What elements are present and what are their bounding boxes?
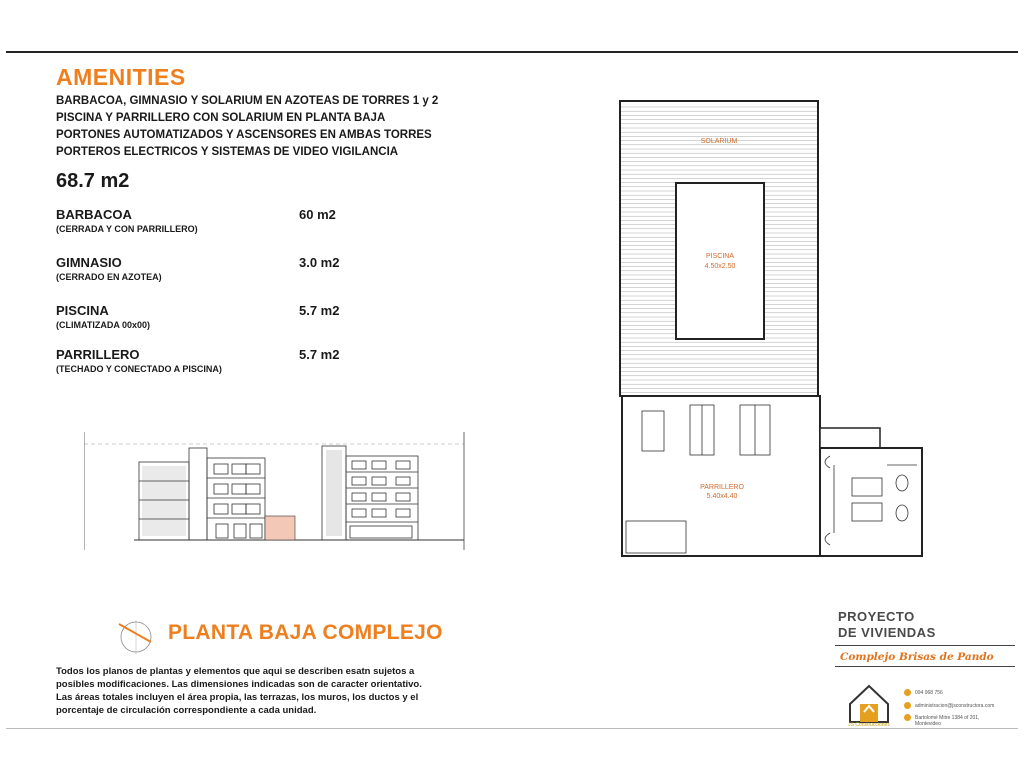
amenity-row-gimnasio xyxy=(56,255,376,282)
logo-text: JS Construcciones xyxy=(848,722,890,728)
section-title: PLANTA BAJA COMPLEJO xyxy=(168,621,443,644)
project-divider xyxy=(835,645,1015,646)
contact-text: 094 968 756 xyxy=(915,689,943,696)
contact-phone xyxy=(904,689,943,696)
disclaimer-notes xyxy=(56,665,436,717)
amenity-area: 60 m2 xyxy=(299,207,336,222)
note-line: posibles modificaciones. Las dimensiones indicadas son de caracter orientativo. xyxy=(56,679,422,690)
amenity-name: GIMNASIO xyxy=(56,255,122,270)
project-block xyxy=(838,609,1018,641)
total-area: 68.7 m2 xyxy=(56,170,130,192)
project-divider xyxy=(835,666,1015,667)
amenity-row-piscina xyxy=(56,303,376,330)
amenity-desc: (CERRADA Y CON PARRILLERO) xyxy=(56,224,198,234)
amenities-title: AMENITIES xyxy=(56,64,186,90)
note-line: Todos los planos de plantas y elementos que aqui se describen esatn sujetos a xyxy=(56,666,415,677)
project-name: Complejo Brisas de Pando xyxy=(840,651,994,663)
amenity-desc: (TECHADO Y CONECTADO A PISCINA) xyxy=(56,364,222,374)
parrillero-label: PARRILLERO xyxy=(700,484,744,491)
parrillero-dimensions: 5.40x4.40 xyxy=(706,493,738,500)
phone-icon xyxy=(904,689,911,696)
location-icon xyxy=(904,714,911,721)
amenity-desc: (CLIMATIZADA 00x00) xyxy=(56,320,151,330)
amenity-name: PISCINA xyxy=(56,303,109,318)
amenity-name: BARBACOA xyxy=(56,207,132,222)
piscina-dimensions: 4.50x2.50 xyxy=(704,263,736,270)
feature-line: PORTONES AUTOMATIZADOS Y ASCENSORES EN AMBAS TORRES xyxy=(56,129,432,141)
contact-city xyxy=(915,721,941,727)
amenity-name: PARRILLERO xyxy=(56,347,140,362)
amenity-area: 3.0 m2 xyxy=(299,255,340,270)
building-elevation-drawing xyxy=(84,426,470,556)
amenity-area: 5.7 m2 xyxy=(299,303,340,318)
feature-line: PORTEROS ELECTRICOS Y SISTEMAS DE VIDEO VIGILANCIA xyxy=(56,146,399,158)
amenity-row-barbacoa xyxy=(56,207,376,234)
amenity-row-parrillero xyxy=(56,347,376,374)
contact-text: Montevideo xyxy=(915,721,941,727)
north-arrow-icon xyxy=(117,618,155,656)
floor-plan-drawing xyxy=(612,93,932,563)
features-list xyxy=(56,93,438,161)
amenity-desc: (CERRADO EN AZOTEA) xyxy=(56,272,162,282)
bottom-rule xyxy=(6,728,1018,729)
solarium-label: SOLARIUM xyxy=(700,138,738,145)
piscina-label: PISCINA xyxy=(705,253,735,260)
feature-line: PISCINA Y PARRILLERO CON SOLARIUM EN PLANTA BAJA xyxy=(56,112,386,124)
project-line-1: PROYECTO xyxy=(838,609,915,624)
contact-address xyxy=(904,714,979,721)
contact-email[interactable] xyxy=(904,702,994,709)
feature-line: BARBACOA, GIMNASIO Y SOLARIUM EN AZOTEAS DE TORRES 1 y 2 xyxy=(56,95,439,107)
amenity-area: 5.7 m2 xyxy=(299,347,340,362)
contact-text: administracion@jsconstructora.com xyxy=(915,702,995,709)
top-rule xyxy=(6,51,1018,53)
note-line: Las áreas totales incluyen el área propia, las terrazas, los muros, los ductos y el xyxy=(56,692,419,703)
note-line: porcentaje de circulación correspondiente a cada unidad. xyxy=(56,705,317,716)
project-line-2: DE VIVIENDAS xyxy=(838,625,936,640)
email-icon xyxy=(904,702,911,709)
contact-text: Bartolomé Mitre 1384 of 201, xyxy=(915,714,980,721)
